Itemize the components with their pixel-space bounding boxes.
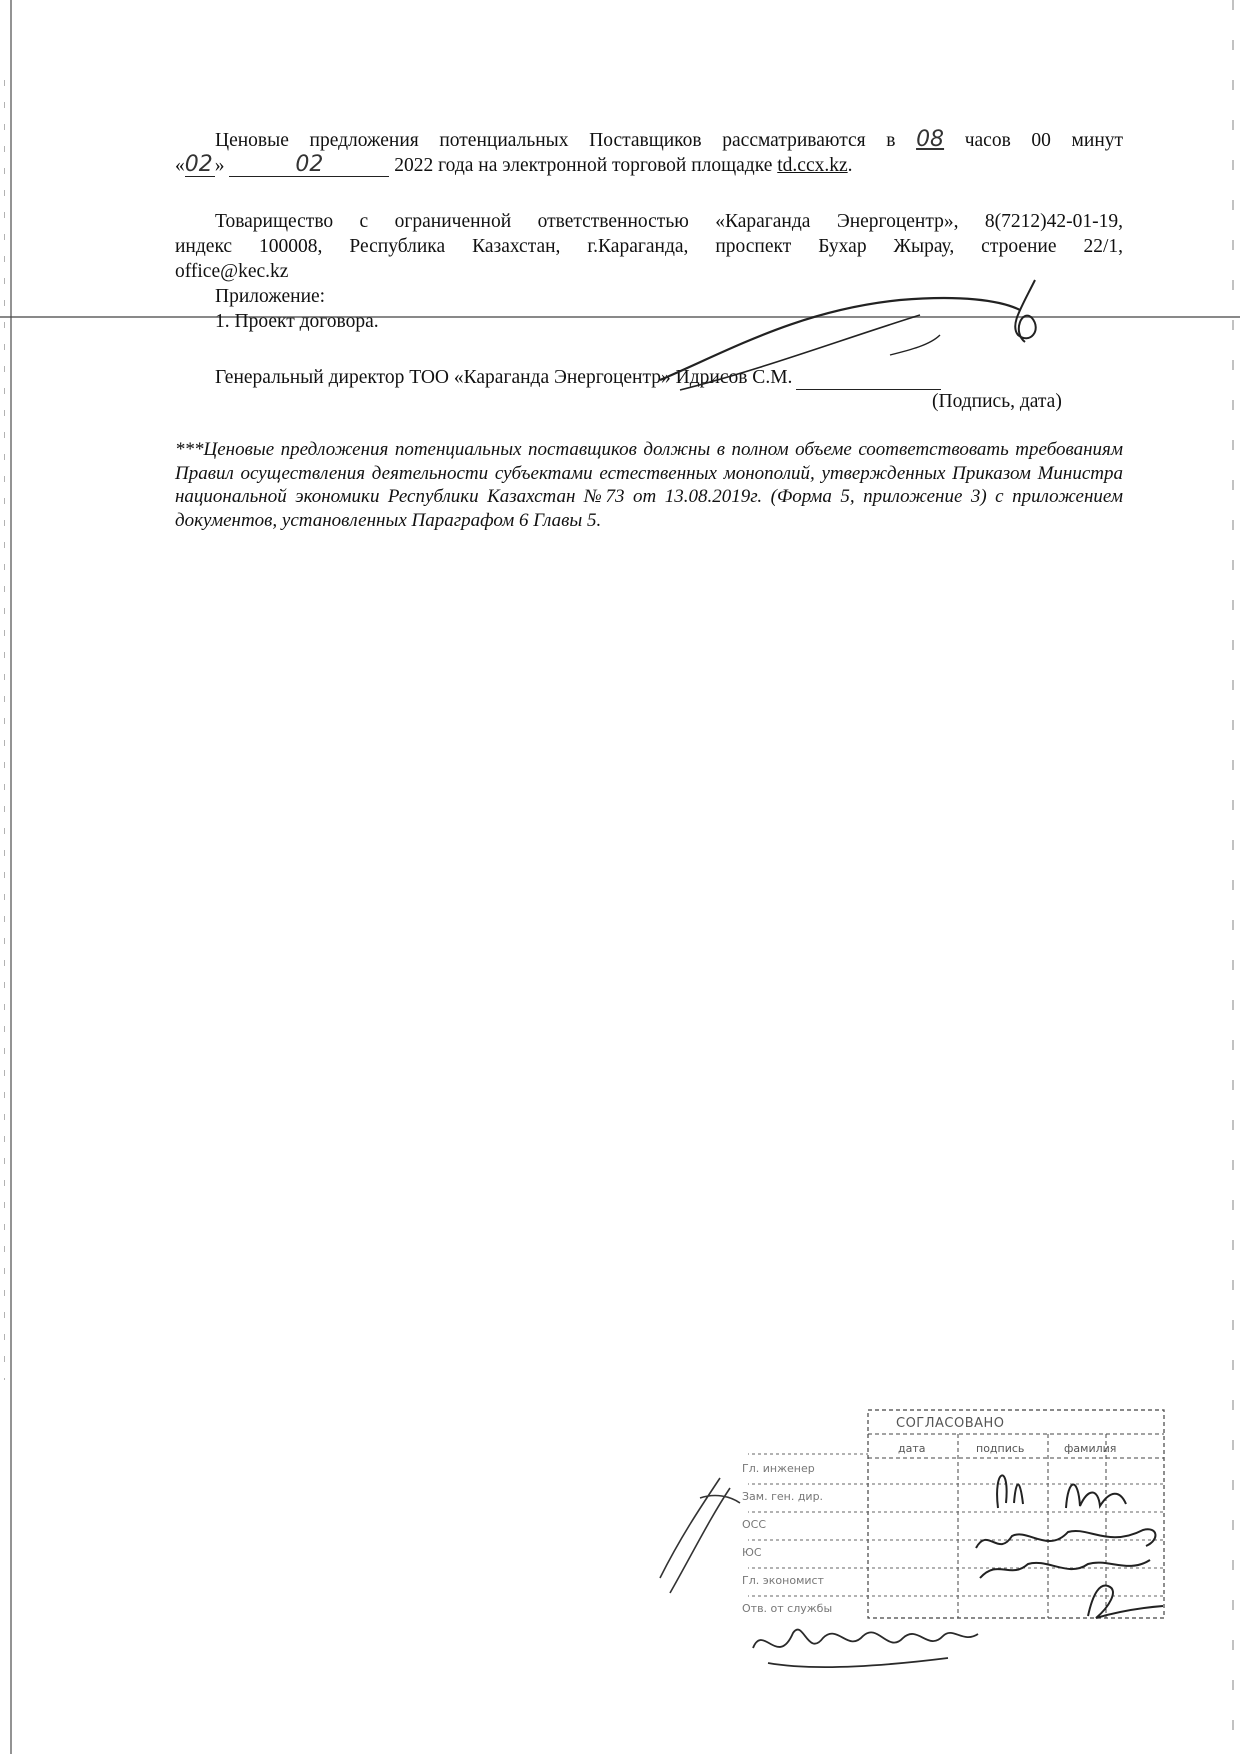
review-time-line1 — [175, 128, 1123, 152]
review-text-year: 2022 года на электронной торговой площадке — [394, 155, 773, 176]
director-signature-mark — [640, 270, 1060, 410]
handwritten-initials-left — [640, 1468, 780, 1608]
stamp-row: ОСС — [742, 1518, 767, 1531]
quote-close: » — [214, 155, 225, 176]
stamp-col-surname: фамилия — [1064, 1442, 1117, 1455]
scan-edge-right — [1232, 0, 1234, 1754]
handwritten-hour: 08 — [916, 127, 945, 152]
requirements-note: ***Ценовые предложения потенциальных поставщиков должны в полном объеме соответствовать требованиям Правил осуществления деятельности субъектами естественных монополий, утвержденных Приказом Министра национальной экономики Республики Казахстан №73 от 13.08.2019г. (Форма 5, приложение 3) с приложением документов, установленных Параграфом 6 Главы 5. — [175, 439, 1123, 531]
attachment-item: 1. Проект договора. — [215, 311, 379, 332]
stamp-col-date: дата — [898, 1442, 926, 1455]
org-line1: Товарищество с ограниченной ответственностью «Караганда Энергоцентр», 8(7212)42-01-19, — [215, 211, 1123, 232]
stamp-col-signature: подпись — [976, 1442, 1025, 1455]
scan-edge-left-dashes — [4, 80, 5, 1380]
org-line2: индекс 100008, Республика Казахстан, г.Караганда, проспект Бухар Жырау, строение 22/1, — [175, 236, 1123, 257]
handwritten-month: 02 — [229, 153, 389, 177]
stamp-row: Гл. экономист — [742, 1574, 824, 1587]
org-email: office@kec.kz — [175, 261, 289, 282]
review-text-start: Ценовые предложения потенциальных Поставщиков рассматриваются в — [215, 130, 896, 151]
review-text-hours: часов 00 минут — [964, 130, 1124, 151]
platform-link-dot: . — [847, 155, 853, 176]
stamp-row: Отв. от службы — [742, 1602, 833, 1615]
handwritten-surname-bottom — [748, 1608, 1008, 1678]
signature-caption: (Подпись, дата) — [932, 391, 1062, 412]
stamp-row: ЮС — [742, 1546, 762, 1559]
review-time-line2 — [175, 153, 1123, 177]
stamp-row: Зам. ген. дир. — [742, 1490, 824, 1503]
attachment-heading: Приложение: — [215, 286, 326, 307]
platform-link: td.ccx.kz — [777, 155, 848, 176]
director-signature-line: Генеральный директор ТОО «Караганда Энергоцентр» Идрисов С.М. — [215, 366, 941, 390]
stamp-grid — [748, 1408, 1168, 1628]
stamp-row: Гл. инженер — [742, 1462, 815, 1475]
quote-open: « — [175, 155, 185, 176]
handwritten-day: 02 — [184, 152, 213, 177]
scan-edge-left — [10, 0, 12, 1754]
stamp-title: СОГЛАСОВАНО — [896, 1416, 1005, 1431]
